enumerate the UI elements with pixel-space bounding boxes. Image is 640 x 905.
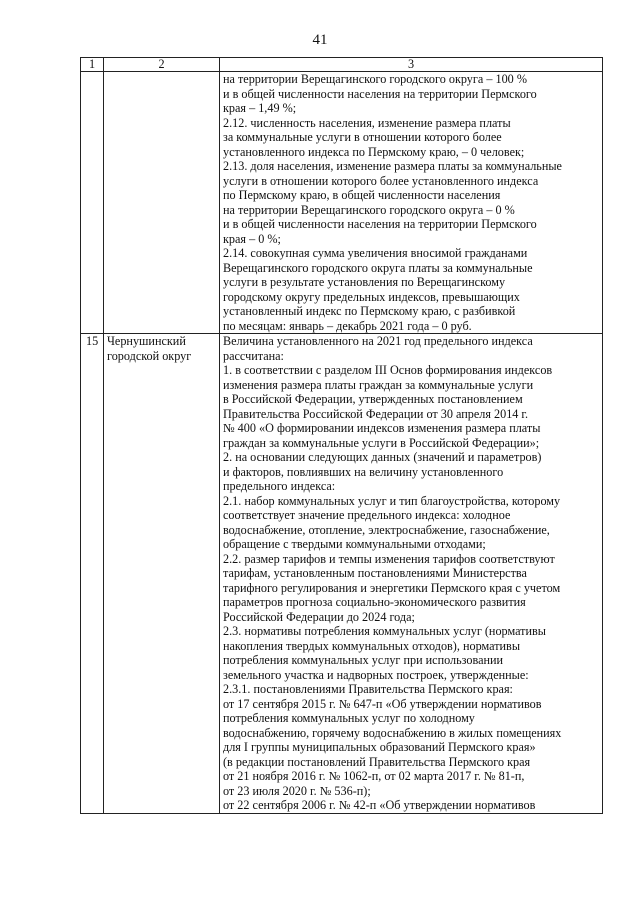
description-cell xyxy=(220,72,603,334)
text-line: и в общей численности населения на территории Пермского xyxy=(223,217,537,231)
text-line: и факторов, повлиявших на величину установленного xyxy=(223,464,504,479)
description-cell xyxy=(220,334,603,814)
document-table xyxy=(80,57,603,814)
column-header-2: 2 xyxy=(104,58,220,72)
text-line: тарифного регулирования и энергетики Пермского края с учетом xyxy=(223,580,561,595)
text-line: водоснабжению, горячему водоснабжению в жилых помещениях xyxy=(223,725,562,740)
text-line: Верещагинского городского округа платы за коммунальные xyxy=(223,260,533,275)
municipality-cell xyxy=(104,72,220,334)
column-header-1: 1 xyxy=(81,58,104,72)
text-line: 1. в соответствии с разделом III Основ формирования индексов xyxy=(223,363,553,377)
text-line: 2.12. численность населения, изменение размера платы xyxy=(223,115,511,130)
text-line: за коммунальные услуги в отношении которого более xyxy=(223,130,502,144)
text-line: для I группы муниципальных образований Пермского края» xyxy=(223,740,536,754)
row-number-cell xyxy=(81,72,104,334)
text-line: 2.3. нормативы потребления коммунальных услуг (нормативы xyxy=(223,624,546,638)
text-line: изменения размера платы граждан за коммунальные услуги xyxy=(223,377,534,392)
text-line: услуги в отношении которого более установленного индекса xyxy=(223,173,539,188)
text-line: на территории Верещагинского городского округа – 100 % xyxy=(223,72,527,86)
text-line: края – 1,49 %; xyxy=(223,101,297,115)
text-line: в Российской Федерации, утвержденных постановлением xyxy=(223,392,523,406)
text-line: установленного индекса по Пермскому краю, – 0 человек; xyxy=(223,144,525,159)
column-header-3: 3 xyxy=(220,58,603,72)
text-line: от 21 ноября 2016 г. № 1062-п, от 02 марта 2017 г. № 81-п, xyxy=(223,769,525,783)
text-line: от 17 сентября 2015 г. № 647-п «Об утверждении нормативов xyxy=(223,696,542,711)
text-line: земельного участка и надворных построек, утвержденные: xyxy=(223,667,529,682)
text-line: установленный индекс по Пермскому краю, с разбивкой xyxy=(223,304,516,318)
table-row xyxy=(81,334,603,814)
text-line: обращение с твердыми коммунальными отходами; xyxy=(223,537,486,551)
municipality-name-line: городской округ xyxy=(107,348,192,363)
text-line: городскому округу предельных индексов, превышающих xyxy=(223,289,520,304)
text-line: 2.13. доля населения, изменение размера платы за коммунальные xyxy=(223,159,562,173)
text-line: от 23 июля 2020 г. № 536-п); xyxy=(223,783,371,798)
text-line: водоснабжение, отопление, электроснабжение, газоснабжение, xyxy=(223,522,550,537)
text-line: соответствует значение предельного индекса: холодное xyxy=(223,508,511,522)
text-line: 2.3.1. постановлениями Правительства Пермского края: xyxy=(223,682,513,696)
table-row xyxy=(81,72,603,334)
text-line: предельного индекса: xyxy=(223,479,336,493)
table-header-row xyxy=(81,58,603,72)
row-number-cell: 15 xyxy=(81,334,104,814)
text-line: услуги в результате установления по Верещагинскому xyxy=(223,275,506,289)
text-line: граждан за коммунальные услуги в Российской Федерации»; xyxy=(223,435,540,450)
text-line: (в редакции постановлений Правительства Пермского края xyxy=(223,754,531,769)
text-line: 2. на основании следующих данных (значений и параметров) xyxy=(223,450,542,464)
text-line: Российской Федерации до 2024 года; xyxy=(223,609,415,624)
text-line: по месяцам: январь – декабрь 2021 года – 0 руб. xyxy=(223,318,472,333)
text-line: рассчитана: xyxy=(223,348,284,363)
text-line: края – 0 %; xyxy=(223,231,281,246)
municipality-cell xyxy=(104,334,220,814)
text-line: от 22 сентября 2006 г. № 42-п «Об утверждении нормативов xyxy=(223,798,536,812)
text-line: 2.14. совокупная сумма увеличения вносимой гражданами xyxy=(223,246,528,260)
text-line: параметров прогноза социально-экономического развития xyxy=(223,595,526,609)
text-line: 2.1. набор коммунальных услуг и тип благоустройства, которому xyxy=(223,493,561,508)
text-line: накопления твердых коммунальных отходов), нормативы xyxy=(223,638,521,653)
text-line: Величина установленного на 2021 год предельного индекса xyxy=(223,334,533,348)
text-line: Правительства Российской Федерации от 30 апреля 2014 г. xyxy=(223,406,529,421)
text-line: № 400 «О формировании индексов изменения размера платы xyxy=(223,421,541,435)
page-number: 41 xyxy=(312,32,328,48)
text-line: и в общей численности населения на территории Пермского xyxy=(223,86,537,101)
municipality-name-line: Чернушинский xyxy=(107,334,186,348)
text-line: на территории Верещагинского городского округа – 0 % xyxy=(223,202,515,217)
text-line: потребления коммунальных услуг при использовании xyxy=(223,653,504,667)
text-line: 2.2. размер тарифов и темпы изменения тарифов соответствуют xyxy=(223,551,555,566)
text-line: по Пермскому краю, в общей численности населения xyxy=(223,188,501,202)
text-line: тарифам, установленным постановлениями Министерства xyxy=(223,566,527,580)
text-line: потребления коммунальных услуг по холодному xyxy=(223,711,475,725)
